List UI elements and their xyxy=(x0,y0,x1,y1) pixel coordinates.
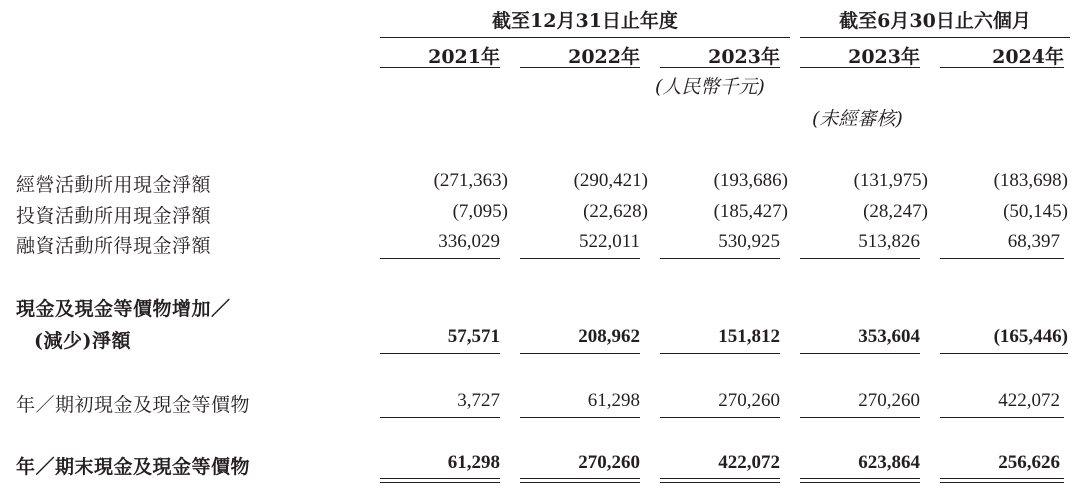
row-label-investing: 投資活動所用現金淨額 xyxy=(16,205,212,227)
cell-financing-2021: 336,029 xyxy=(438,231,500,252)
opening-rule-2024h xyxy=(940,417,1064,418)
cell-operating-2024h: (183,698) xyxy=(993,170,1068,191)
cell-net-change-2024h: (165,446) xyxy=(993,326,1068,347)
cell-closing-2024h: 256,626 xyxy=(998,452,1060,473)
cell-operating-2023: (193,686) xyxy=(713,170,788,191)
cell-investing-2022: (22,628) xyxy=(583,201,648,222)
cell-closing-2021: 61,298 xyxy=(447,452,500,473)
opening-rule-2021 xyxy=(380,417,500,418)
total-double-rule-2021 xyxy=(380,478,500,483)
year-header-rule-2023-half xyxy=(800,67,920,68)
year-header-rule-2023-full xyxy=(660,67,780,68)
cell-opening-2023: 270,260 xyxy=(718,390,780,411)
header-group-half-year: 截至6月30日止六個月 xyxy=(839,10,1031,32)
currency-note: (人民幣千元) xyxy=(655,76,765,98)
cell-operating-2022: (290,421) xyxy=(573,170,648,191)
cell-investing-2021: (7,095) xyxy=(452,201,508,222)
cell-financing-2023: 530,925 xyxy=(718,231,780,252)
subtotal-rule-2021 xyxy=(380,258,500,259)
opening-rule-2022 xyxy=(520,417,640,418)
cell-net-change-2021: 57,571 xyxy=(447,326,500,347)
net-change-rule-2023 xyxy=(660,353,780,354)
subtotal-rule-2023h xyxy=(800,258,920,259)
subtotal-rule-2022 xyxy=(520,258,640,259)
cell-closing-2023h: 623,864 xyxy=(858,452,920,473)
year-header-2023-half: 2023年 xyxy=(848,46,920,68)
row-label-financing: 融資活動所得現金淨額 xyxy=(16,235,212,257)
cell-opening-2023h: 270,260 xyxy=(858,390,920,411)
cell-closing-2023: 422,072 xyxy=(718,452,780,473)
cell-financing-2022: 522,011 xyxy=(578,231,640,252)
cell-opening-2022: 61,298 xyxy=(587,390,640,411)
year-header-2022: 2022年 xyxy=(568,46,640,68)
row-label-net-change-line1: 現金及現金等價物增加／ xyxy=(16,298,231,320)
row-label-opening-cash: 年／期初現金及現金等價物 xyxy=(16,394,251,416)
header-group-full-year: 截至12月31日止年度 xyxy=(492,10,678,32)
year-header-rule-2021 xyxy=(380,67,500,68)
year-header-2023-full: 2023年 xyxy=(708,46,780,68)
cell-net-change-2023h: 353,604 xyxy=(858,326,920,347)
year-header-2024-half: 2024年 xyxy=(992,46,1064,68)
opening-rule-2023h xyxy=(800,417,920,418)
subtotal-rule-2024h xyxy=(940,258,1064,259)
cell-operating-2021: (271,363) xyxy=(433,170,508,191)
total-double-rule-2022 xyxy=(520,478,640,483)
cell-financing-2024h: 68,397 xyxy=(1007,231,1060,252)
row-label-closing-cash: 年／期末現金及現金等價物 xyxy=(16,456,251,478)
cell-net-change-2023: 151,812 xyxy=(718,326,780,347)
net-change-rule-2022 xyxy=(520,353,640,354)
total-double-rule-2024h xyxy=(940,478,1064,483)
total-double-rule-2023 xyxy=(660,478,780,483)
net-change-rule-2023h xyxy=(800,353,920,354)
unaudited-note: (未經審核) xyxy=(812,108,903,130)
year-header-rule-2022 xyxy=(520,67,640,68)
year-header-2021: 2021年 xyxy=(428,46,500,68)
row-label-net-change-line2: (減少)淨額 xyxy=(34,330,131,352)
opening-rule-2023 xyxy=(660,417,780,418)
cell-investing-2023: (185,427) xyxy=(713,201,788,222)
subtotal-rule-2023 xyxy=(660,258,780,259)
cell-opening-2024h: 422,072 xyxy=(998,390,1060,411)
header-group-half-year-rule xyxy=(800,37,1070,38)
cell-operating-2023h: (131,975) xyxy=(853,170,928,191)
total-double-rule-2023h xyxy=(800,478,920,483)
net-change-rule-2024h xyxy=(940,353,1068,354)
cell-closing-2022: 270,260 xyxy=(578,452,640,473)
cell-opening-2021: 3,727 xyxy=(457,390,500,411)
cell-net-change-2022: 208,962 xyxy=(578,326,640,347)
row-label-operating: 經營活動所用現金淨額 xyxy=(16,174,212,196)
net-change-rule-2021 xyxy=(380,353,500,354)
cell-financing-2023h: 513,826 xyxy=(858,231,920,252)
cell-investing-2024h: (50,145) xyxy=(1003,201,1068,222)
cell-investing-2023h: (28,247) xyxy=(863,201,928,222)
year-header-rule-2024-half xyxy=(940,67,1064,68)
header-group-full-year-rule xyxy=(380,37,790,38)
